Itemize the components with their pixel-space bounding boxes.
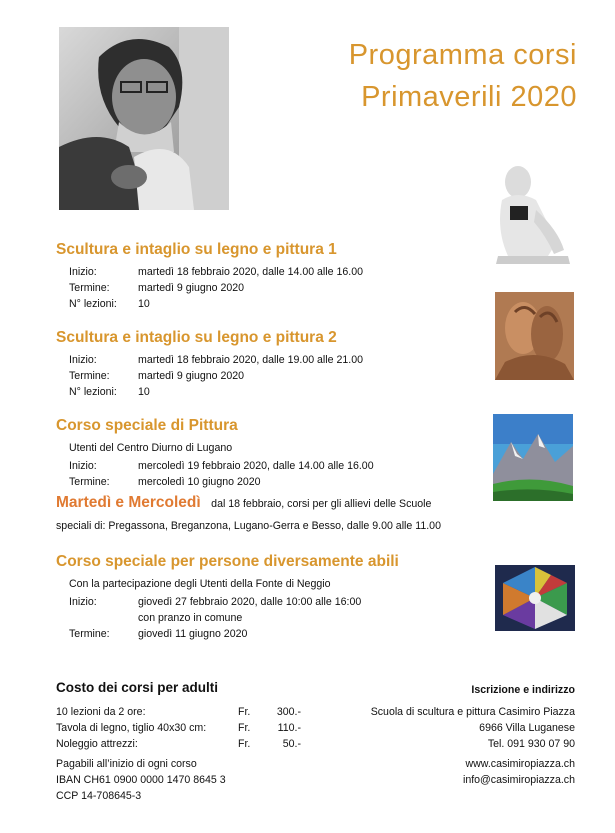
- cost-row: [56, 720, 301, 736]
- course-3-end-label: Termine:: [69, 476, 110, 488]
- website-link[interactable]: www.casimiropiazza.ch: [465, 758, 575, 770]
- payment-note: Pagabili all’inizio di ogni corso: [56, 758, 197, 770]
- course-1-details: [69, 264, 363, 312]
- mountain-painting-photo: [493, 414, 573, 501]
- course-4-details: [69, 594, 361, 642]
- course-3-start-value: mercoledì 19 febbraio 2020, dalle 14.00 alle 16.00: [138, 460, 374, 472]
- costs-table: [56, 704, 301, 752]
- cost-row: [56, 736, 301, 752]
- course-4-start-label: Inizio:: [69, 596, 97, 608]
- cost-item-label: Tavola di legno, tiglio 40x30 cm:: [56, 722, 207, 734]
- course-4-end-value: giovedì 11 giugno 2020: [138, 628, 248, 640]
- star-mosaic-photo: [495, 565, 575, 631]
- cost-row: [56, 704, 301, 720]
- wood-relief-photo: [495, 292, 574, 380]
- course-3-details: [69, 458, 374, 490]
- course-4-intro: Con la partecipazione degli Utenti della Fonte di Neggio: [69, 578, 331, 590]
- special-schools-line: [56, 494, 431, 512]
- special-schools-text-1: dal 18 febbraio, corsi per gli allievi delle Scuole: [211, 498, 432, 510]
- costs-heading: Costo dei corsi per adulti: [56, 680, 219, 695]
- course-1-start-label: Inizio:: [69, 266, 97, 278]
- payment-ccp: CCP 14-708645-3: [56, 790, 142, 802]
- course-1-heading: Scultura e intaglio su legno e pittura 1: [56, 241, 337, 258]
- cost-item-currency: Fr.: [238, 738, 251, 750]
- course-1-start-value: martedì 18 febbraio 2020, dalle 14.00 alle 16.00: [138, 266, 363, 278]
- special-days-heading: Martedì e Mercoledì: [56, 494, 201, 511]
- course-3-start-label: Inizio:: [69, 460, 97, 472]
- cost-item-amount: 300.-: [276, 706, 301, 718]
- title-line-2: Primaverili 2020: [361, 81, 577, 113]
- contact-online: [463, 756, 575, 788]
- course-4-end-label: Termine:: [69, 628, 110, 640]
- page-title: [349, 36, 577, 116]
- school-phone: Tel. 091 930 07 90: [487, 738, 575, 750]
- cost-item-currency: Fr.: [238, 706, 251, 718]
- course-1-lessons-label: N° lezioni:: [69, 298, 117, 310]
- course-2-details: [69, 352, 363, 400]
- course-2-lessons-label: N° lezioni:: [69, 386, 117, 398]
- course-3-intro: Utenti del Centro Diurno di Lugano: [69, 442, 233, 454]
- school-address: 6966 Villa Luganese: [479, 722, 575, 734]
- course-1-end-label: Termine:: [69, 282, 110, 294]
- contact-address: [371, 704, 575, 752]
- cost-item-currency: Fr.: [238, 722, 251, 734]
- school-name: Scuola di scultura e pittura Casimiro Piazza: [370, 706, 575, 718]
- course-2-lessons-value: 10: [138, 386, 150, 398]
- course-2-end-label: Termine:: [69, 370, 110, 382]
- course-2-start-value: martedì 18 febbraio 2020, dalle 19.00 alle 21.00: [138, 354, 363, 366]
- special-schools-text-2: speciali di: Pregassona, Breganzona, Lugano-Gerra e Besso, dalle 9.00 alle 11.00: [56, 520, 441, 532]
- course-1-lessons-value: 10: [138, 298, 150, 310]
- cost-item-label: 10 lezioni da 2 ore:: [56, 706, 146, 718]
- cost-item-amount: 50.-: [282, 738, 301, 750]
- white-sculpture-photo: [488, 160, 580, 264]
- title-line-1: Programma corsi: [348, 39, 577, 71]
- course-4-start-note: con pranzo in comune: [138, 612, 243, 624]
- cost-item-label: Noleggio attrezzi:: [56, 738, 138, 750]
- artist-portrait-photo: [59, 27, 229, 210]
- cost-item-amount: 110.-: [277, 722, 301, 734]
- payment-info: [56, 756, 226, 804]
- course-2-heading: Scultura e intaglio su legno e pittura 2: [56, 329, 337, 346]
- email-link[interactable]: info@casimiropiazza.ch: [462, 774, 575, 786]
- course-1-end-value: martedì 9 giugno 2020: [138, 282, 245, 294]
- course-4-start-value: giovedì 27 febbraio 2020, dalle 10:00 alle 16:00: [138, 596, 362, 608]
- course-4-heading: Corso speciale per persone diversamente abili: [56, 553, 399, 570]
- course-3-heading: Corso speciale di Pittura: [56, 417, 238, 434]
- contact-heading: Iscrizione e indirizzo: [471, 684, 575, 696]
- course-2-start-label: Inizio:: [69, 354, 97, 366]
- course-2-end-value: martedì 9 giugno 2020: [138, 370, 245, 382]
- payment-iban: IBAN CH61 0900 0000 1470 8645 3: [56, 774, 226, 786]
- course-3-end-value: mercoledì 10 giugno 2020: [138, 476, 261, 488]
